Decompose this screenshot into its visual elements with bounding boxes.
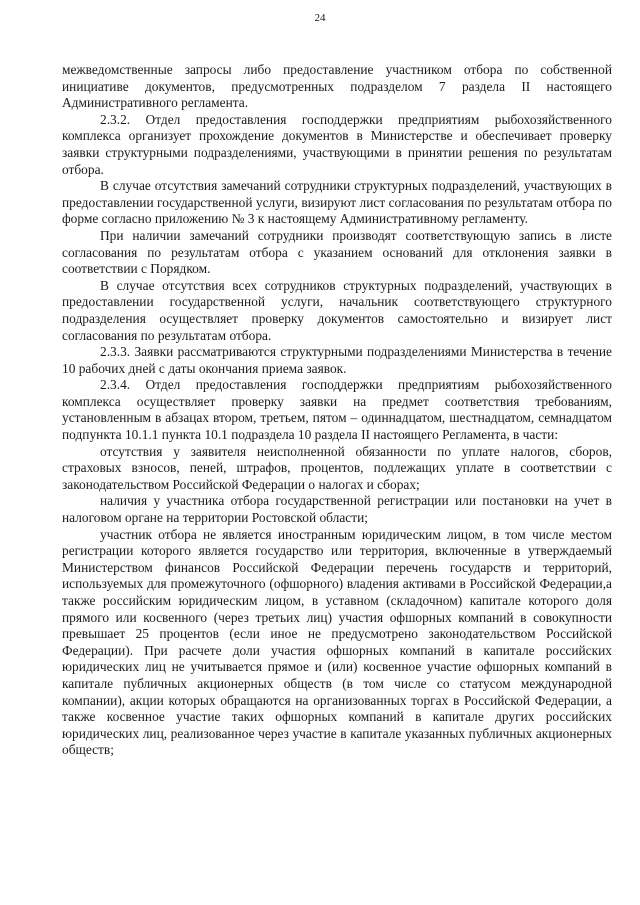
list-item-tax-obligations: отсутствия у заявителя неисполненной обязанности по уплате налогов, сборов, страховых взносов, пеней, штрафов, процентов, подлежащих уплате в соответствии с законодательством Российской Федерации о налогах и сборах; [62, 443, 612, 492]
paragraph-continuation: межведомственные запросы либо предоставление участником отбора по собственной инициативе документов, предусмотренных подразделом 7 раздела II настоящего Административного регламента. [62, 62, 612, 111]
paragraph-with-remarks: При наличии замечаний сотрудники производят соответствующую запись в листе согласования по результатам отбора с указанием оснований для отклонения заявки в соответствии с Порядком. [62, 227, 612, 277]
document-body [62, 62, 612, 759]
paragraph-no-remarks: В случае отсутствия замечаний сотрудники структурных подразделений, участвующих в предоставлении государственной услуги, визируют лист согласования по результатам отбора по форме согласно приложению № 3 к настоящему Административному регламенту. [62, 178, 612, 227]
paragraph-2-3-2: 2.3.2. Отдел предоставления господдержки предприятиям рыбохозяйственного комплекса организует прохождение документов в Министерстве и обеспечивает проверку заявки структурными подразделениями, участвующими в принятии решения по результатам отбора. [62, 111, 612, 177]
list-item-offshore: участник отбора не является иностранным юридическим лицом, в том числе местом регистрации которого является государство или территория, включенные в утверждаемый Министерством финансов Российской Федерации перечень государств и территорий, используемых для промежуточного (офшорного) владения активами в Российской Федерации,а также российским юридическим лицом, в уставном (складочном) капитале которого доля прямого или косвенного (через третьих лиц) участия офшорных компаний в совокупности превышает 25 процентов (если иное не предусмотрено законодательством Российской Федерации). При расчете доли участия офшорных компаний в капитале российских юридических лиц не учитывается прямое и (или) косвенное участие офшорных компаний в капитале публичных акционерных обществ (в том числе со статусом международной компании), акции которых обращаются на организованных торгах в Российской Федерации, а также косвенное участие таких офшорных компаний в капитале других российских юридических лиц, реализованное через участие в капитале указанных публичных акционерных обществ; [62, 526, 612, 758]
list-item-registration: наличия у участника отбора государственной регистрации или постановки на учет в налоговом органе на территории Ростовской области; [62, 493, 612, 526]
page-number: 24 [314, 12, 326, 24]
paragraph-absence-of-staff: В случае отсутствия всех сотрудников структурных подразделений, участвующих в предоставлении государственной услуги, начальник соответствующего структурного подразделения осуществляет проверку документов самостоятельно и визирует лист согласования по результатам отбора. [62, 277, 612, 343]
paragraph-2-3-3: 2.3.3. Заявки рассматриваются структурными подразделениями Министерства в течение 10 рабочих дней с даты окончания приема заявок. [62, 344, 612, 376]
paragraph-2-3-4: 2.3.4. Отдел предоставления господдержки предприятиям рыбохозяйственного комплекса осуществляет проверку заявки на предмет соответствия требованиям, установленным в абзацах втором, третьем, пятом – одиннадцатом, шестнадцатом, семнадцатом подпункта 10.1.1 пункта 10.1 подраздела 10 раздела II настоящего Регламента, в части: [62, 377, 612, 443]
